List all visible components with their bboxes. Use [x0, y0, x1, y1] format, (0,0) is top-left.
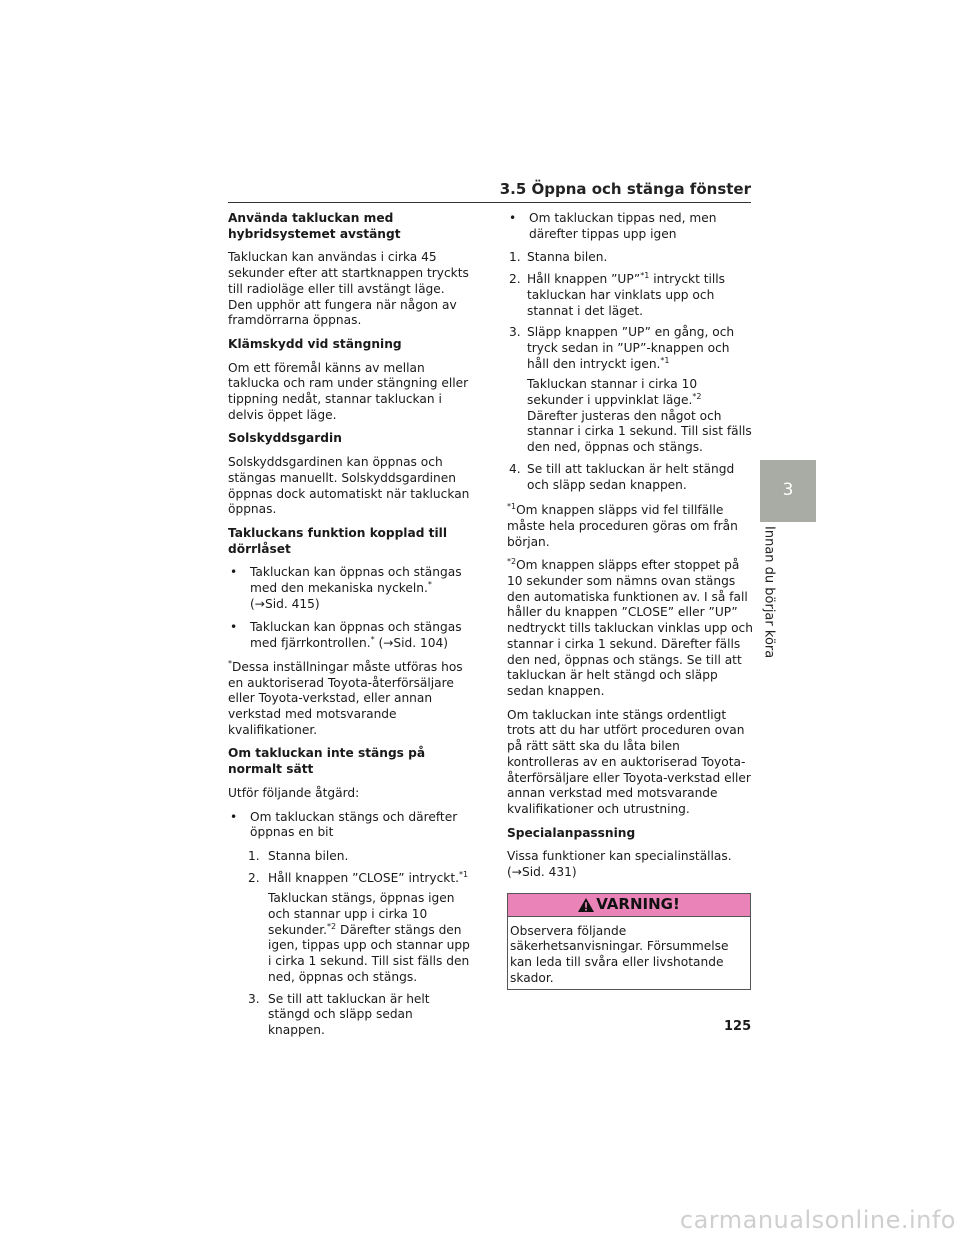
heading-pinch-protection: Klämskydd vid stängning — [228, 336, 402, 351]
paragraph-hybrid-off: Takluckan kan användas i cirka 45 sekunder efter att startknappen tryckts till radioläge eller till avstängt läge. Den upphör att fungera när någon av framdörrarna öppnas. — [228, 250, 469, 328]
step-item: 1. Stanna bilen. — [509, 250, 608, 265]
chapter-tab[interactable] — [760, 460, 816, 522]
page-number: 125 — [724, 1019, 752, 1034]
footnote: $^{*2}$Om knappen släpps efter stoppet på 10 sekunder som nämns ovan stängs den automatiska funktionen av. I så fall håller du knappen ”CLOSE” eller ”UP” nedtryckt tills takluckan vinklas upp och stannar i cirka 1 sekund. Därefter fälls den ned, öppnas och stängs. Se till att takluckan är helt stängd och släpp sedan knappen. — [507, 557, 753, 698]
step-item: 2. Håll knappen ”UP”$^{*1}$ intryckt tills takluckan har vinklats upp och stannat i det läget. — [509, 271, 726, 318]
step-detail: Takluckan stannar i cirka 10 sekunder i uppvinklat läge.$^{*2}$ Därefter justeras den något och stannar i cirka 1 sekund. Till sist fälls den ned, öppnas och stängs. — [527, 377, 752, 455]
paragraph-action: Utför följande åtgärd: — [228, 785, 360, 800]
right-column — [507, 211, 755, 990]
chapter-label — [758, 526, 780, 666]
step-item: 1. Stanna bilen. — [248, 848, 349, 863]
warning-title: VARNING! — [596, 894, 680, 913]
paragraph-sunshade: Solskyddsgardinen kan öppnas och stängas manuellt. Solskyddsgardinen öppnas dock automatiskt när takluckan öppnas. — [228, 455, 470, 517]
list-item: • Om takluckan stängs och därefter öppnas en bit — [230, 809, 458, 840]
watermark-text: carmanualsonline.info — [679, 1206, 956, 1234]
page-reference-link[interactable]: (→Sid. 104) — [374, 636, 449, 651]
heading-door-lock: Takluckans funktion kopplad till dörrlåset — [228, 525, 448, 556]
heading-customization: Specialanpassning — [507, 825, 636, 840]
step-item: 4. Se till att takluckan är helt stängd och släpp sedan knappen. — [509, 461, 735, 492]
warning-header — [508, 894, 750, 917]
heading-hybrid-off: Använda takluckan med hybridsystemet avstängt — [228, 211, 401, 241]
left-column — [228, 211, 473, 1045]
heading-sunshade: Solskyddsgardin — [228, 431, 342, 446]
step-item: 3. Se till att takluckan är helt stängd och släpp sedan knappen. — [248, 991, 430, 1037]
step-item: 2. Håll knappen ”CLOSE” intryckt.$^{*1}$ Takluckan stängs, öppnas igen och stannar upp i cirka 10 sekunder.$^{*2}$ Därefter stängs den igen, tippas upp och stannar upp i cirka 1 sekund. Till sist fälls den ned, öppnas och stängs. — [228, 871, 473, 986]
warning-text: Observera följande säkerhetsanvisningar. Försummelse kan leda till svåra eller livshotande skador. — [510, 923, 729, 985]
section-title: 3.5 Öppna och stänga fönster — [499, 180, 751, 198]
footnote: *Dessa inställningar måste utföras hos en auktoriserad Toyota-återförsäljare eller Toyota-verkstad, eller annan verkstad med motsvarande kvalifikationer. — [228, 658, 463, 737]
warning-box — [507, 893, 751, 990]
step-detail: Takluckan stängs, öppnas igen och stannar upp i cirka 10 sekunder.$^{*2}$ Därefter stängs den igen, tippas upp och stannar upp i cirka 1 sekund. Till sist fälls den ned, öppnas och stängs. — [268, 891, 470, 984]
paragraph-pinch-protection: Om ett föremål känns av mellan taklucka och ram under stängning eller tippning nedåt, stannar takluckan i delvis öppet läge. — [228, 360, 469, 422]
warning-triangle-icon — [578, 898, 594, 912]
heading-not-closing: Om takluckan inte stängs på normalt sätt — [228, 746, 426, 777]
page-reference-link[interactable]: (→Sid. 431) — [507, 865, 577, 880]
page-reference-link[interactable]: (→Sid. 415) — [250, 596, 320, 611]
list-item: • Takluckan kan öppnas och stängas med fjärrkontrollen.* (→Sid. 104) — [230, 620, 462, 651]
paragraph-customization: Vissa funktioner kan specialinställas. (→Sid. 431) — [507, 849, 732, 880]
footnote: $^{*1}$Om knappen släpps vid fel tillfälle måste hela proceduren göras om från början. — [507, 502, 738, 549]
list-item: • Takluckan kan öppnas och stängas med den mekaniska nyckeln.* (→Sid. 415) — [230, 565, 462, 611]
section-header — [228, 180, 751, 203]
list-item: • Om takluckan tippas ned, men därefter tippas upp igen — [509, 211, 717, 241]
chapter-label-text: Innan du börjar köra — [761, 526, 777, 659]
paragraph-inspection: Om takluckan inte stängs ordentligt trots att du har utfört proceduren ovan på rätt sätt ska du låta bilen kontrolleras av en auktoriserad Toyota-återförsäljare eller Toyota-verkstad eller annan verkstad med motsvarande kvalifikationer och utrustning. — [507, 707, 751, 816]
chapter-number: 3 — [782, 480, 794, 500]
step-item: 3. Släpp knappen ”UP” en gång, och tryck sedan in ”UP”-knappen och håll den intryckt igen.$^{*1}$ Takluckan stannar i cirka 10 sekunder i uppvinklat läge.$^{*2}$ Därefter justeras den något och stannar i cirka 1 sekund. Till sist fälls den ned, öppnas och stängs. — [507, 325, 755, 456]
